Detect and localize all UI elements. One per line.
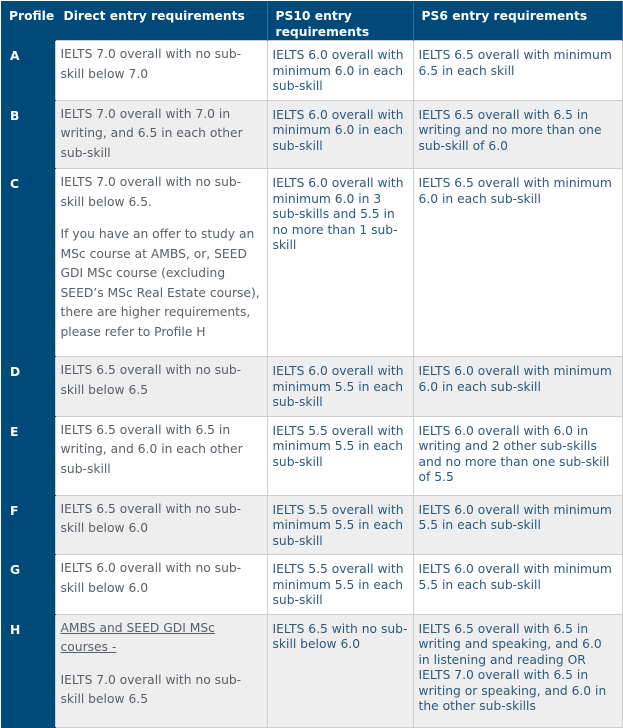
ps6-cell: IELTS 6.5 overall with minimum 6.0 in each sub-skill bbox=[413, 169, 622, 357]
table-row bbox=[1, 495, 622, 555]
ps6-cell: IELTS 6.5 overall with 6.5 in writing and no more than one sub-skill of 6.0 bbox=[413, 100, 622, 169]
ps10-cell: IELTS 5.5 overall with minimum 5.5 in each sub-skill bbox=[267, 495, 413, 555]
table-header-row bbox=[1, 1, 622, 41]
table-row bbox=[1, 357, 622, 417]
ps10-cell: IELTS 5.5 overall with minimum 5.5 in each sub-skill bbox=[267, 416, 413, 495]
ps6-cell: IELTS 6.0 overall with 6.0 in writing and 2 other sub-skills and no more than one sub-skill of 5.5 bbox=[413, 416, 622, 495]
ps10-cell: IELTS 6.0 overall with minimum 6.0 in each sub-skill bbox=[267, 100, 413, 169]
table-row bbox=[1, 41, 622, 101]
direct-entry-cell: IELTS 7.0 overall with 7.0 in writing, and 6.5 in each other sub-skill bbox=[55, 100, 267, 169]
direct-entry-cell bbox=[55, 614, 267, 727]
table-row bbox=[1, 555, 622, 615]
profile-label: E bbox=[1, 416, 55, 495]
direct-entry-text: IELTS 7.0 overall with no sub-skill below 6.5. bbox=[60, 175, 242, 209]
direct-entry-heading: AMBS and SEED GDI MSc courses - bbox=[60, 620, 215, 654]
ps10-cell: IELTS 6.0 overall with minimum 6.0 in 3 sub-skills and 5.5 in no more than 1 sub-skill bbox=[267, 169, 413, 357]
ps10-cell: IELTS 6.5 with no sub-skill below 6.0 bbox=[267, 614, 413, 727]
ps6-cell: IELTS 6.0 overall with minimum 6.0 in each sub-skill bbox=[413, 357, 622, 417]
profile-label: C bbox=[1, 169, 55, 357]
ps10-cell: IELTS 6.0 overall with minimum 6.0 in each sub-skill bbox=[267, 41, 413, 101]
ps10-cell: IELTS 5.5 overall with minimum 5.5 in each sub-skill bbox=[267, 555, 413, 615]
direct-entry-cell: IELTS 6.0 overall with no sub-skill below 6.0 bbox=[55, 555, 267, 615]
header-profile: Profile bbox=[1, 1, 55, 41]
header-ps6-entry: PS6 entry requirements bbox=[413, 1, 622, 41]
header-direct-entry: Direct entry requirements bbox=[55, 1, 267, 41]
profile-label: B bbox=[1, 100, 55, 169]
direct-entry-note: If you have an offer to study an MSc course at AMBS, or, SEED GDI MSc course (excluding SEED’s MSc Real Estate course), there are higher requirements, please refer to Profile H bbox=[60, 227, 260, 339]
direct-entry-cell: IELTS 6.5 overall with no sub-skill below 6.5 bbox=[55, 357, 267, 417]
direct-entry-cell: IELTS 6.5 overall with 6.5 in writing, and 6.0 in each other sub-skill bbox=[55, 416, 267, 495]
entry-requirements-table bbox=[1, 1, 623, 728]
direct-entry-cell bbox=[55, 169, 267, 357]
table-row bbox=[1, 614, 622, 727]
header-ps10-entry: PS10 entry requirements bbox=[267, 1, 413, 41]
ps6-cell: IELTS 6.0 overall with minimum 5.5 in each sub-skill bbox=[413, 555, 622, 615]
profile-label: A bbox=[1, 41, 55, 101]
direct-entry-cell: IELTS 6.5 overall with no sub-skill below 6.0 bbox=[55, 495, 267, 555]
profile-label: G bbox=[1, 555, 55, 615]
table-row bbox=[1, 169, 622, 357]
profile-label: H bbox=[1, 614, 55, 727]
table-row bbox=[1, 416, 622, 495]
table-row bbox=[1, 100, 622, 169]
ps6-cell: IELTS 6.5 overall with minimum 6.5 in each skill bbox=[413, 41, 622, 101]
direct-entry-cell: IELTS 7.0 overall with no sub-skill below 7.0 bbox=[55, 41, 267, 101]
ps10-cell: IELTS 6.0 overall with minimum 5.5 in each sub-skill bbox=[267, 357, 413, 417]
ps6-cell: IELTS 6.0 overall with minimum 5.5 in each sub-skill bbox=[413, 495, 622, 555]
direct-entry-text: IELTS 7.0 overall with no sub-skill below 6.5 bbox=[60, 672, 242, 706]
profile-label: D bbox=[1, 357, 55, 417]
profile-label: F bbox=[1, 495, 55, 555]
ps6-cell: IELTS 6.5 overall with 6.5 in writing and speaking, and 6.0 in listening and reading OR IELTS 7.0 overall with 6.5 in writing or speaking, and 6.0 in the other sub-skills bbox=[413, 614, 622, 727]
